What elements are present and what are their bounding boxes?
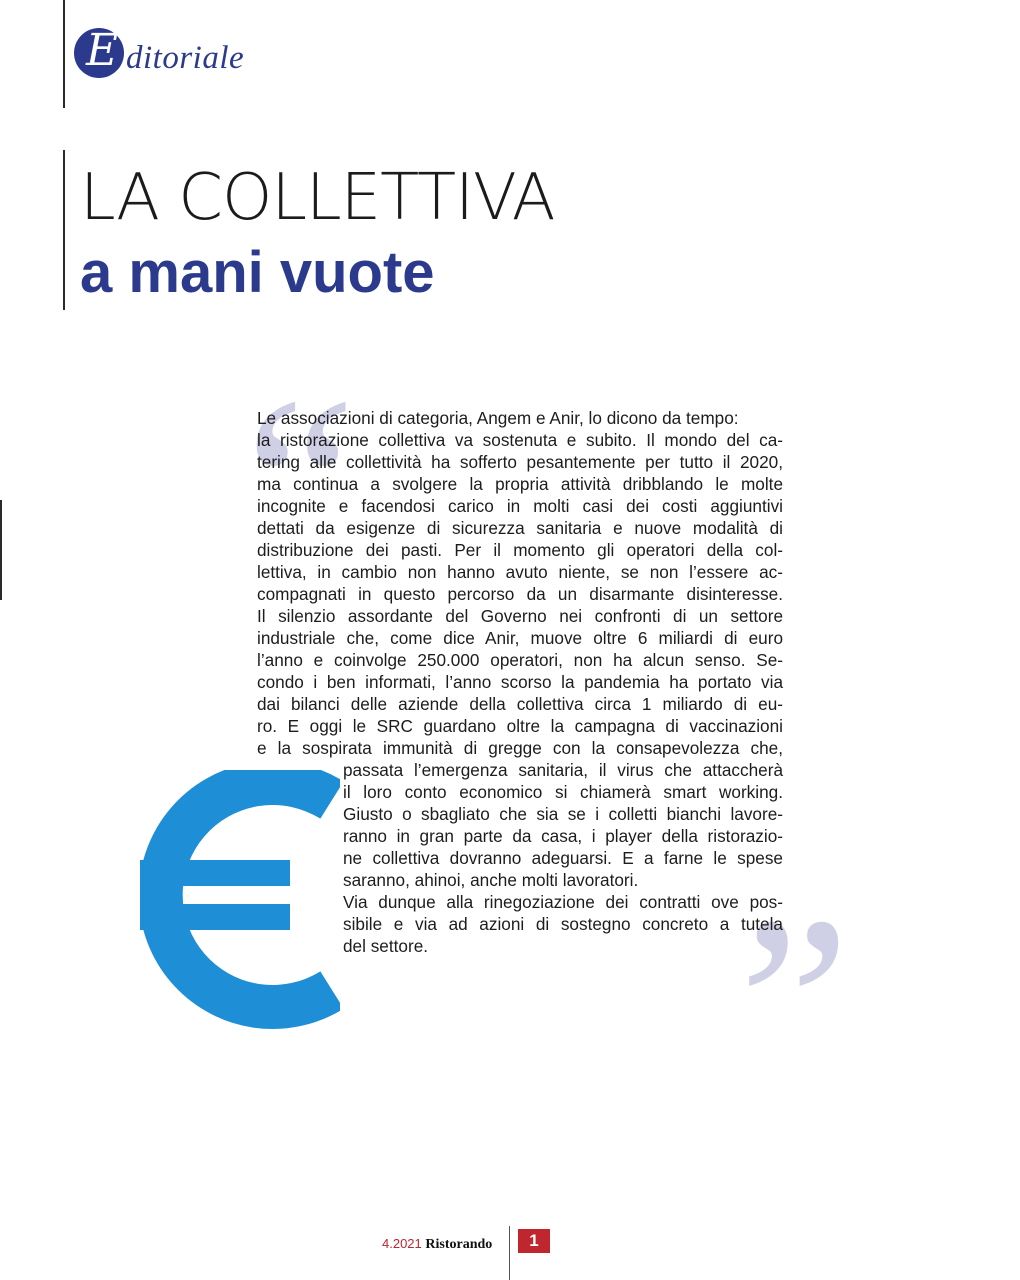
issue-number: 4.2021 — [382, 1236, 422, 1251]
body-line: condo i ben informati, l’anno scorso la pandemia ha portato via — [257, 672, 783, 692]
page-number: 1 — [518, 1229, 550, 1253]
body-line: saranno, ahinoi, anche molti lavoratori. — [343, 870, 639, 890]
body-line: Le associazioni di categoria, Angem e Anir, lo dicono da tempo: — [257, 408, 739, 428]
body-line: incognite e facendosi carico in molti casi dei costi aggiuntivi — [257, 496, 783, 516]
article-body — [257, 407, 783, 957]
body-line: tering alle collettività ha sofferto pesantemente per tutto il 2020, — [257, 452, 783, 472]
body-line: dai bilanci delle aziende della collettiva circa 1 miliardo di eu- — [257, 694, 783, 714]
body-line: lettiva, in cambio non hanno avuto niente, se non l’essere ac- — [257, 562, 783, 582]
margin-rule-top — [63, 0, 65, 108]
section-logo-initial: E — [85, 25, 119, 76]
margin-edge-mark — [0, 500, 2, 600]
body-line: Via dunque alla rinegoziazione dei contratti ove pos- — [343, 892, 783, 912]
body-line: ma continua a svolgere la propria attività dribblando le molte — [257, 474, 783, 494]
body-line: passata l’emergenza sanitaria, il virus che attaccherà — [343, 760, 783, 780]
close-quote-mark: ” — [712, 866, 852, 1143]
body-line: ranno in gran parte da casa, i player della ristorazio- — [343, 826, 783, 846]
body-line: del settore. — [343, 936, 429, 956]
headline-sub: a mani vuote — [80, 240, 435, 305]
body-line: industriale che, come dice Anir, muove oltre 6 miliardi di euro — [257, 628, 783, 648]
footer-issue — [382, 1236, 492, 1253]
body-line: sibile e via ad azioni di sostegno concreto a tutela — [343, 914, 783, 934]
magazine-name: Ristorando — [425, 1237, 493, 1252]
body-line: l’anno e coinvolge 250.000 operatori, non ha alcun senso. Se- — [257, 650, 783, 670]
body-line: ro. E oggi le SRC guardano oltre la campagna di vaccinazioni — [257, 716, 783, 736]
body-line: Il silenzio assordante del Governo nei confronti di un settore — [257, 606, 783, 626]
footer-divider — [509, 1226, 510, 1280]
open-quote-mark: “ — [220, 346, 360, 623]
body-line: ne collettiva dovranno adeguarsi. E a farne le spese — [343, 848, 783, 868]
body-line: distribuzione dei pasti. Per il momento gli operatori della col- — [257, 540, 783, 560]
body-line: il loro conto economico si chiamerà smart working. — [343, 782, 783, 802]
margin-rule-middle — [63, 150, 65, 310]
body-line: e la sospirata immunità di gregge con la consapevolezza che, — [257, 738, 783, 758]
body-line: compagnati in questo percorso da un disarmante disinteresse. — [257, 584, 783, 604]
body-line: dettati da esigenze di sicurezza sanitaria e nuove modalità di — [257, 518, 783, 538]
body-line: la ristorazione collettiva va sostenuta e subito. Il mondo del ca- — [257, 430, 783, 450]
headline-main: LA COLLETTIVA — [80, 161, 555, 235]
section-logo-label: ditoriale — [126, 40, 245, 76]
body-line: Giusto o sbagliato che sia se i colletti bianchi lavore- — [343, 804, 783, 824]
